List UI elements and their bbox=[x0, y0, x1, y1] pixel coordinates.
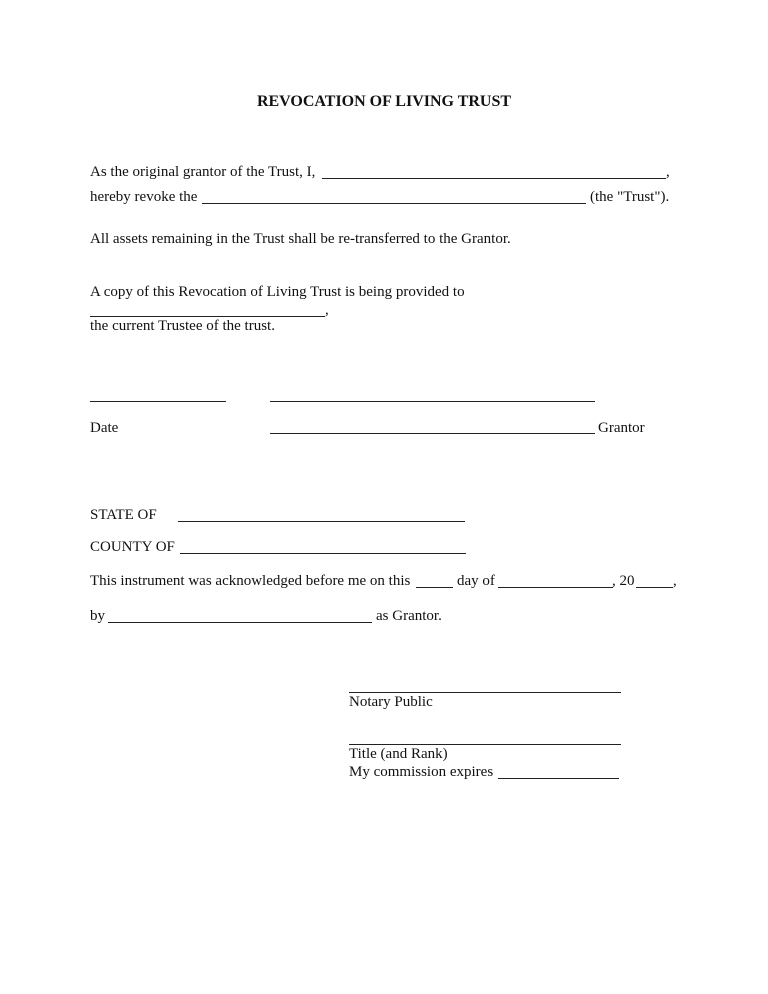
trustee-name-field[interactable] bbox=[90, 316, 325, 317]
ack-year-field[interactable] bbox=[636, 587, 673, 588]
ack-month-field[interactable] bbox=[498, 587, 613, 588]
grantor-signature-field[interactable] bbox=[270, 401, 595, 402]
county-of-label: COUNTY OF bbox=[90, 539, 175, 555]
as-grantor-label: as Grantor. bbox=[376, 608, 442, 624]
assets-statement: All assets remaining in the Trust shall be re-transferred to the Grantor. bbox=[90, 231, 511, 247]
revoke-clause-prefix: hereby revoke the bbox=[90, 189, 198, 205]
date-field[interactable] bbox=[90, 401, 226, 402]
grantor-printed-name-field[interactable] bbox=[270, 433, 595, 434]
acknowledged-by-field[interactable] bbox=[108, 622, 372, 623]
copy-statement-line1: A copy of this Revocation of Living Trust is being provided to bbox=[90, 284, 465, 300]
county-field[interactable] bbox=[180, 553, 466, 554]
acknowledgment-prefix: This instrument was acknowledged before me on this bbox=[90, 573, 411, 589]
acknowledgment-day-of: day of bbox=[457, 573, 495, 589]
copy-statement-line3: the current Trustee of the trust. bbox=[90, 318, 275, 334]
revoke-clause-suffix: (the "Trust"). bbox=[590, 189, 670, 205]
grantor-label: Grantor bbox=[598, 420, 645, 436]
commission-expiry-field[interactable] bbox=[498, 778, 619, 779]
by-label: by bbox=[90, 608, 105, 624]
ack-day-field[interactable] bbox=[416, 587, 453, 588]
notary-title-field[interactable] bbox=[349, 744, 621, 745]
document-title: REVOCATION OF LIVING TRUST bbox=[256, 93, 512, 110]
grantor-name-field[interactable] bbox=[322, 178, 666, 179]
grantor-clause-suffix: , bbox=[666, 164, 670, 180]
state-field[interactable] bbox=[178, 521, 465, 522]
title-rank-label: Title (and Rank) bbox=[349, 746, 448, 762]
grantor-clause-prefix: As the original grantor of the Trust, I, bbox=[90, 164, 316, 180]
acknowledgment-suffix: , bbox=[673, 573, 677, 589]
copy-statement-comma: , bbox=[325, 302, 329, 318]
date-label: Date bbox=[90, 420, 119, 436]
notary-public-label: Notary Public bbox=[349, 694, 433, 710]
commission-expires-label: My commission expires bbox=[349, 764, 494, 780]
trust-name-field[interactable] bbox=[202, 203, 586, 204]
notary-signature-field[interactable] bbox=[349, 692, 621, 693]
state-of-label: STATE OF bbox=[90, 507, 157, 523]
acknowledgment-year-prefix: , 20 bbox=[612, 573, 635, 589]
